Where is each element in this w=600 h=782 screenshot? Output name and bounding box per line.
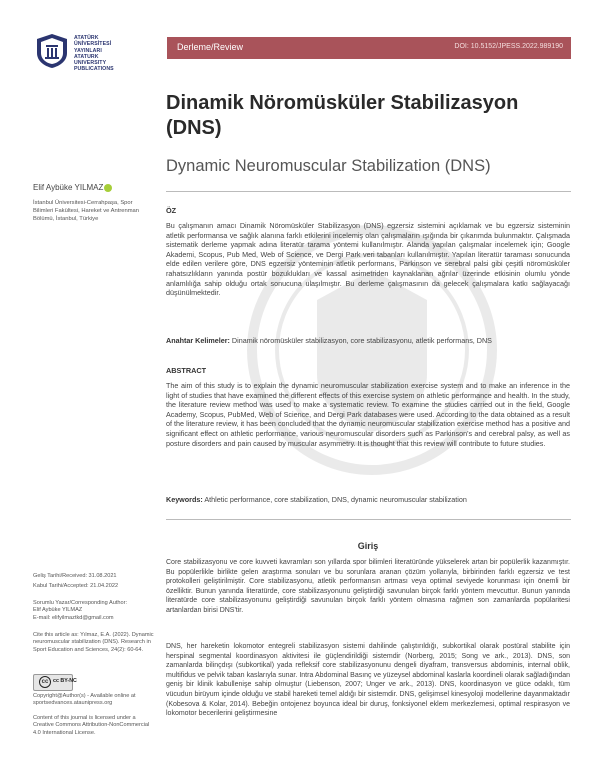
logo-line: PUBLICATIONS	[74, 66, 114, 73]
section-heading: Giriş	[357, 541, 379, 551]
abstract-keywords	[166, 495, 570, 505]
abstract-text: The aim of this study is to explain the dynamic neuromuscular stabilization exercise system and to make an inference in the light of studies that have examined the different effects of this exercise system on athletic performance and health. In the study, the literature review method was used to make a systematic review. To examine the studies carried out in the field, Google Academy, Scopus, PubMed, Web of Science, and Dergi Park databases were used. According to the data obtained as a result of the literature review, it has been concluded that the dynamic neuromuscular stabilization exercise method has a positive and significant effect on athletic performance, various neuromuscular disorders such as Parkinson's and cerebral palsy, as well as posture disorders and pain caused by muscular asymmetry. It is thought that this review will contribute to future studies.	[166, 381, 570, 448]
author-line	[33, 183, 112, 192]
divider	[166, 519, 571, 520]
body-paragraph: DNS, her hareketin lokomotor entegreli stabilizasyon sistemi dahilinde çalıştırıldığı, subkortikal olarak postüral stabilite için herspinal segmental koordinasyon aktivitesi ile güçlendirildiği sistemdir (Norberg, 2015; Song ve ark., 2013). DNS, son zamanlarda bilinçdışı (subkortikal) yada refleksif core stabilizasyonunu dengeli diyafram, transversus abdominis, internal oblik, multifidus ve pelvik taban kaslarıyla sunar. Intra Abdominal Basınç ve yüzeysel abdominal kaslarla koordineli olarak sağladığından geniş bir klinik kabullenişe sahip olmuştur (Liebenson, 2007; Unger ve ark., 2013). DNS, koordinasyon ve güce odaklı, tüm vücudun birüyum içinde olduğu ve stabil hareketi temel aldığı bir sistemdir. DNS, gelişimsel kinesyoloji modellerine dayanmaktadır (Kobesova & Kolar, 2014). Bebeğin ontojenez boyunca ideal bir duruş, fonksiyonel eklem merkezlemesi, optimal respirasyon ve lokomotor becerilerini geliştirmesine	[166, 643, 570, 718]
corresponding-author	[33, 600, 155, 622]
logo-line: ÜNİVERSİTESİ	[74, 41, 112, 48]
author-affiliation: İstanbul Üniversitesi-Cerrahpaşa, Spor Bilimleri Fakültesi, Hareket ve Antrenman Bölümü, İstanbul, Türkiye	[33, 200, 139, 222]
body-paragraph: Core stabilizasyonu ve core kuvveti kavramları son yıllarda spor bilimleri literatüründe yükselerek artan bir popülerlik kazanmıştır. Bu popülerlikle birlikte gelen araştırma sonuları ve bu sorunlara aranan çözüm yollarıyla, birbirinden farklı egzersiz ve test protokolleri geliştirilmiştir. Core stabilizasyonu, atletik performansın artması veya optimal seviyede korunması için önemli bir özelliktir. Bunun yanında literatürde, core stabilizasyonunu geliştirdiği savunulan birçok farklı yöntem mevcuttur. Bunun yanında literatürde core stabilizasyonunu geliştirdiği savunulan birçok farklı yöntem olmasına rağmen son zamanlarda popülaritesi artanlardan birisi DNS'tir.	[166, 559, 570, 614]
author-name: Elif Aybüke YILMAZ	[33, 183, 104, 192]
corresponding-name: Elif Aybüke YILMAZ	[33, 607, 83, 614]
university-emblem-icon	[35, 33, 69, 69]
corresponding-label: Sorumlu Yazar/Corresponding Author:	[33, 600, 128, 606]
copyright: Copyright@Author(s) - Available online at sportsedvances.ataunipress.org	[33, 693, 136, 707]
keywords-label: Keywords:	[166, 495, 203, 504]
logo-line: ATATÜRK	[74, 35, 99, 41]
keywords-text: Athletic performance, core stabilization, DNS, dynamic neuromuscular stabilization	[204, 495, 467, 504]
oz-text: Bu çalışmanın amacı Dinamik Nöromüsküler Stabilizasyon (DNS) egzersiz sistemini açıklamak ve bu egzersiz sisteminin atletik performansa ve sağlık alanına farklı etkilerini incelemiş olan çalışmaların ışığında bir çıkarımda bulunmaktır. Çalışmada sistematik derleme yapmak adına literatür tarama yöntemi kullanılmıştır. Alanda yapılan çalışmalar incelemek için; Google Akademi, Scopus, Pub Med, Web of Science, ve Dergi Park veri tabanları kullanılmıştır. Yapılan literatür taraması sonucunda elde edilen verilere göre, DNS egzersiz yönteminin atletik performans, Parkinson ve serebral palsi gibi çeşitli nöromüsküler rahatsızlıkların yanında postür bozuklukları ve kassal asimetriden kaynaklanan ağrılar üzerinde etkisinin olumlu yönde anlamlılığa sahip olduğu ortak sonucuna ulaşılmıştır. Bu derleme çalışmasının da gelecek çalışmalara katkı sağlayacağı düşünülmektedir.	[166, 221, 570, 298]
article-title: Dinamik Nöromüsküler Stabilizasyon (DNS)	[166, 92, 519, 139]
citation: Cite this article as: Yılmaz, E.A. (2022). Dynamic neuromuscular stabilization (DNS). Research in Sport Education and Sciences, 24(2): 60-64.	[33, 632, 154, 653]
article-subtitle: Dynamic Neuromuscular Stabilization (DNS)	[166, 157, 491, 175]
corresponding-email[interactable]: E-mail: elifyilmaztkd@gmail.com	[33, 614, 114, 621]
accepted-date: Kabul Tarihi/Accepted: 21.04.2022	[33, 583, 119, 589]
article-type: Derleme/Review	[177, 42, 244, 52]
logo-line: ATATURK	[74, 53, 99, 60]
license-note: Content of this journal is licensed under a Creative Commons Attribution-NonCommercial 4.0 International License.	[33, 715, 150, 736]
cc-icon: cc	[39, 676, 51, 688]
logo-line: UNIVERSITY	[74, 60, 107, 67]
publisher-logo-text	[74, 35, 114, 73]
divider	[166, 191, 571, 192]
orcid-icon[interactable]	[104, 184, 112, 192]
oz-heading: ÖZ	[166, 206, 177, 215]
received-date: Geliş Tarihi/Received: 31.08.2021	[33, 573, 117, 579]
doi-link[interactable]: DOI: 10.5152/JPESS.2022.989190	[454, 43, 563, 50]
keywords-text: Dinamik nöromüsküler stabilizasyon, core stabilizasyonu, atletik performans, DNS	[231, 336, 492, 345]
keywords-label: Anahtar Kelimeler:	[166, 336, 230, 345]
abstract-heading: ABSTRACT	[166, 366, 207, 375]
logo-line: YAYINLARI	[74, 47, 102, 54]
cc-label: cc BY-NC	[53, 678, 77, 684]
oz-keywords	[166, 336, 570, 346]
